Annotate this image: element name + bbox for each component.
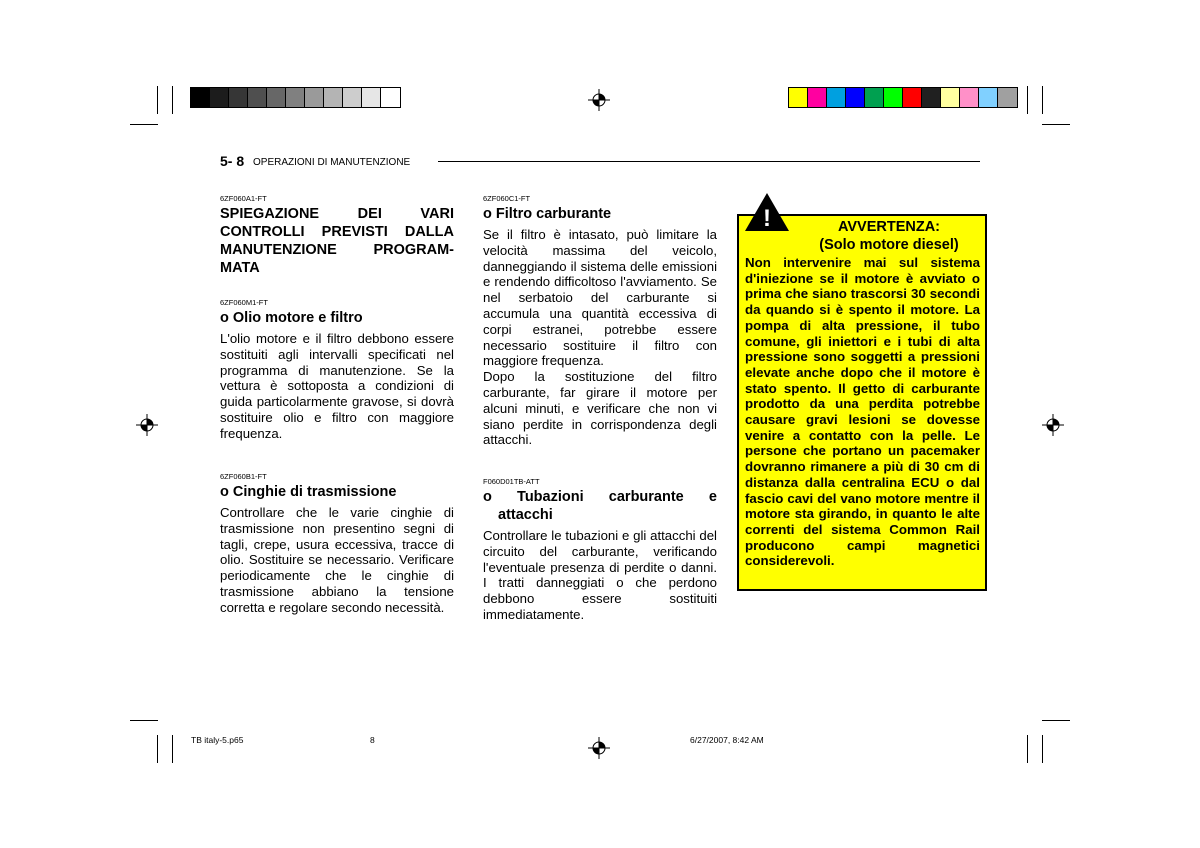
section-code: 6ZF060M1-FT: [220, 298, 268, 307]
calibration-swatch: [903, 88, 922, 107]
section-code: F060D01TB-ATT: [483, 477, 540, 486]
calibration-swatch: [267, 88, 286, 107]
section-heading: o Cinghie di trasmissione: [220, 484, 397, 500]
grayscale-calibration-strip: [190, 87, 401, 108]
registration-mark-icon: [1042, 414, 1064, 436]
crop-mark: [130, 124, 158, 125]
section-title: OPERAZIONI DI MANUTENZIONE: [253, 157, 411, 168]
calibration-swatch: [960, 88, 979, 107]
warning-subtitle: (Solo motore diesel): [819, 237, 959, 253]
calibration-swatch: [884, 88, 903, 107]
calibration-swatch: [324, 88, 343, 107]
section-code: 6ZF060A1-FT: [220, 194, 267, 203]
calibration-swatch: [846, 88, 865, 107]
crop-mark: [172, 735, 173, 763]
calibration-swatch: [381, 88, 400, 107]
footer-page: 8: [370, 735, 375, 745]
crop-mark: [1042, 720, 1070, 721]
section-body: Controllare le tubazioni e gli attacchi del circuito del carburante, verificando l'eventuale presenza di perdite o danni. I tratti danneggiati o che perdono debbono essere sostituiti immediatamente.: [483, 528, 717, 622]
color-calibration-strip: [788, 87, 1018, 108]
calibration-swatch: [305, 88, 324, 107]
section-body: Se il filtro è intasato, può limitare la velocità massima del veicolo, danneggiando il sistema delle emissioni e rendendo difficoltoso l'avviamento. Se nel serbatoio del carburante si accumula una quantità eccessiva di corpi estranei, potrebbe essere necessario sostituire il filtro con maggiore frequenza.: [483, 227, 717, 369]
warning-exclamation-icon: !: [763, 205, 771, 232]
calibration-swatch: [229, 88, 248, 107]
calibration-swatch: [827, 88, 846, 107]
fuel-lines-section: [483, 477, 717, 623]
calibration-swatch: [191, 88, 210, 107]
main-heading-line: MATA: [220, 260, 260, 276]
main-heading-line: CONTROLLI PREVISTI DALLA: [220, 224, 454, 240]
crop-mark: [1042, 124, 1070, 125]
calibration-swatch: [941, 88, 960, 107]
crop-mark: [172, 86, 173, 114]
calibration-swatch: [248, 88, 267, 107]
calibration-swatch: [922, 88, 941, 107]
registration-mark-icon: [136, 414, 158, 436]
warning-title: [794, 218, 984, 254]
calibration-swatch: [979, 88, 998, 107]
calibration-swatch: [362, 88, 381, 107]
page-number: 5- 8: [220, 153, 245, 169]
header-rule: [438, 161, 980, 162]
fuel-filter-section: [483, 194, 717, 448]
warning-triangle-icon: [744, 192, 790, 232]
section-body: Controllare che le varie cinghie di trasmissione non presentino segni di tagli, crepe, usura eccessiva, tracce di olio. Sostituire se necessario. Verificare periodicamente che le cinghie di trasmissione abbiano la tensione corretta e regolare secondo necessità.: [220, 505, 454, 615]
crop-mark: [1042, 735, 1043, 763]
calibration-swatch: [808, 88, 827, 107]
calibration-swatch: [998, 88, 1017, 107]
calibration-swatch: [286, 88, 305, 107]
drive-belts-section: [220, 472, 454, 616]
crop-mark: [130, 720, 158, 721]
warning-title-line: AVVERTENZA:: [837, 219, 941, 235]
section-code: 6ZF060C1-FT: [483, 194, 531, 203]
oil-filter-section: [220, 298, 454, 442]
footer-file-name: TB italy-5.p65: [191, 735, 244, 745]
main-heading: [220, 205, 454, 277]
section-heading: o Olio motore e filtro: [220, 310, 363, 326]
calibration-swatch: [789, 88, 808, 107]
main-heading-line: SPIEGAZIONE DEI VARI: [220, 206, 454, 222]
section-heading: o Filtro carburante: [483, 206, 612, 222]
section-body: L'olio motore e il filtro debbono essere sostituiti agli intervalli specificati nel programma di manutenzione. Se la vettura è sottoposta a condizioni di guida particolarmente gravose, si dovrà sostituire olio e filtro con maggiore frequenza.: [220, 331, 454, 441]
crop-mark: [157, 86, 158, 114]
left-column: [220, 194, 454, 277]
section-heading-continued: attacchi: [498, 507, 553, 523]
registration-mark-icon: [588, 89, 610, 111]
registration-mark-icon: [588, 737, 610, 759]
footer-timestamp: 6/27/2007, 8:42 AM: [690, 735, 764, 745]
calibration-swatch: [865, 88, 884, 107]
section-body-continued: Dopo la sostituzione del filtro carburante, far girare il motore per alcuni minuti, e verificare che non vi siano perdite in corrispondenza degli attacchi.: [483, 369, 717, 448]
main-heading-line: MANUTENZIONE PROGRAM-: [220, 242, 454, 258]
section-heading: o Tubazioni carburante e: [483, 489, 717, 505]
crop-mark: [1027, 735, 1028, 763]
crop-mark: [1027, 86, 1028, 114]
calibration-swatch: [210, 88, 229, 107]
warning-body: Non intervenire mai sul sistema d'iniezione se il motore è avviato o prima che siano trascorsi 30 secondi da quando si è spento il motore. La pompa di alta pressione, il tubo comune, gli iniettori e i tubi di alta pressione sono soggetti a pressioni elevate anche dopo che il motore è stato spento. Il getto di carburante prodotto da una perdita potrebbe causare gravi lesioni se dovesse venire a contatto con la pelle. Le persone che portano un pacemaker dovranno rimanere a più di 30 cm di distanza dalla centralina ECU o dal fascio cavi del vano motore mentre il motore sta girando, in quanto le alte correnti del sistema Common Rail producono campi magnetici considerevoli.: [745, 255, 980, 569]
calibration-swatch: [343, 88, 362, 107]
section-code: 6ZF060B1-FT: [220, 472, 267, 481]
crop-mark: [1042, 86, 1043, 114]
crop-mark: [157, 735, 158, 763]
